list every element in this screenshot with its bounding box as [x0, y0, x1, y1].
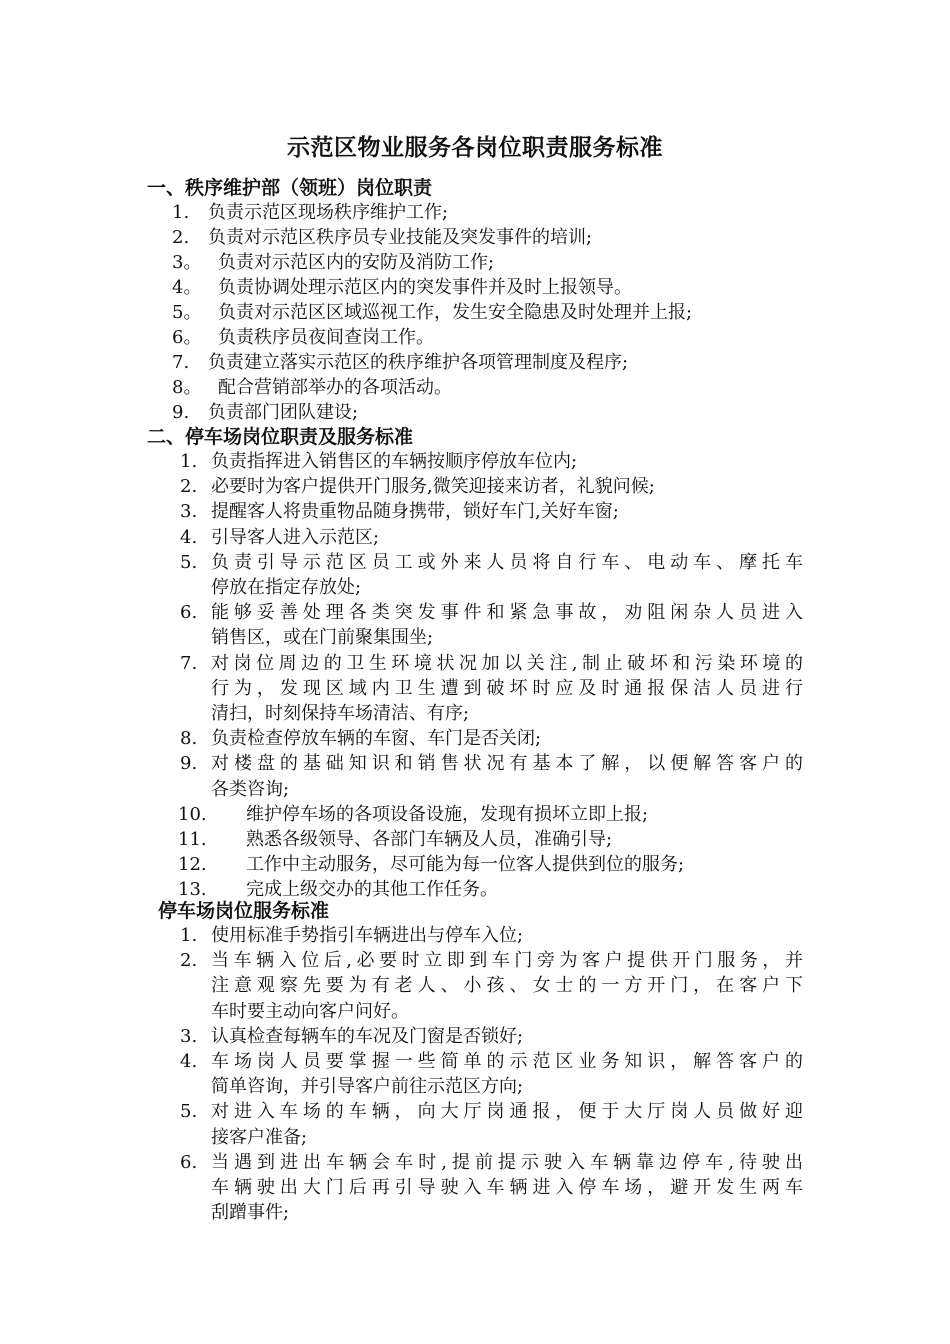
item-number: 7.	[172, 352, 190, 373]
list-item	[0, 251, 950, 275]
item-text: 提醒客人将贵重物品随身携带，锁好车门,关好车窗;	[211, 501, 619, 523]
list-item	[0, 752, 950, 776]
list-item	[0, 551, 950, 575]
list-item-continuation	[0, 576, 950, 600]
list-item	[0, 853, 950, 877]
list-item-continuation	[0, 626, 950, 650]
item-number: 2.	[172, 227, 190, 248]
item-text: 负责协调处理示范区内的突发事件并及时上报领导。	[218, 277, 632, 298]
list-item-continuation	[0, 1201, 950, 1225]
list-item	[0, 803, 950, 827]
item-text: 认真检查每辆车的车况及门窗是否锁好;	[211, 1025, 524, 1047]
item-text: 负责引导示范区员工或外来人员将自行车、电动车、摩托车	[211, 551, 803, 573]
list-item	[0, 949, 950, 973]
item-text: 负责建立落实示范区的秩序维护各项管理制度及程序;	[208, 352, 629, 373]
item-text: 使用标准手势指引车辆进出与停车入位;	[211, 925, 524, 946]
item-number: 1.	[180, 925, 198, 946]
item-text: 负责指挥进入销售区的车辆按顺序停放车位内;	[211, 451, 578, 472]
list-item	[0, 1100, 950, 1124]
list-item	[0, 450, 950, 474]
list-item	[0, 401, 950, 425]
item-number: 4。	[172, 277, 202, 298]
item-text: 对岗位周边的卫生环境状况加以关注,制止破坏和污染环境的	[211, 652, 803, 674]
item-text: 刮蹭事件;	[211, 1202, 290, 1224]
list-item	[0, 924, 950, 948]
item-number: 3。	[172, 252, 202, 273]
item-number: 9.	[180, 753, 198, 775]
item-text: 负责部门团队建设;	[208, 402, 359, 423]
item-number: 5。	[172, 302, 202, 323]
list-item-continuation	[0, 974, 950, 998]
list-item-continuation	[0, 1176, 950, 1200]
item-number: 2.	[180, 950, 198, 972]
item-number: 11.	[178, 829, 207, 850]
list-item	[0, 878, 950, 902]
item-text: 当遇到进出车辆会车时,提前提示驶入车辆靠边停车,待驶出	[211, 1151, 803, 1173]
item-number: 5.	[180, 551, 198, 573]
item-text: 工作中主动服务，尽可能为每一位客人提供到位的服务;	[246, 854, 685, 876]
item-text: 能够妥善处理各类突发事件和紧急事故，劝阻闲杂人员进入	[211, 602, 803, 624]
item-text: 行为，发现区域内卫生遭到破坏时应及时通报保洁人员进行	[211, 677, 803, 699]
item-text: 完成上级交办的其他工作任务。	[246, 879, 498, 901]
item-text: 必要时为客户提供开门服务,微笑迎接来访者，礼貌问候;	[211, 476, 655, 498]
list-item	[0, 500, 950, 524]
item-text: 车场岗人员要掌握一些简单的示范区业务知识，解答客户的	[211, 1051, 803, 1072]
item-text: 负责对示范区秩序员专业技能及突发事件的培训;	[208, 227, 593, 248]
section-heading: 一、秩序维护部（领班）岗位职责	[147, 177, 433, 199]
item-text: 对楼盘的基础知识和销售状况有基本了解，以便解答客户的	[211, 753, 803, 775]
section-heading: 停车场岗位服务标准	[158, 900, 330, 922]
item-text: 销售区，或在门前聚集围坐;	[211, 627, 434, 649]
item-number: 4.	[180, 526, 198, 548]
item-text: 清扫，时刻保持车场清洁、有序;	[211, 703, 470, 724]
list-item-continuation	[0, 677, 950, 701]
list-item	[0, 652, 950, 676]
list-item-continuation	[0, 1000, 950, 1024]
item-number: 8.	[180, 728, 198, 750]
item-text: 简单咨询，并引导客户前往示范区方向;	[211, 1076, 524, 1098]
item-number: 1.	[180, 451, 198, 472]
document-title: 示范区物业服务各岗位职责服务标准	[287, 135, 663, 161]
item-number: 9.	[172, 402, 190, 423]
list-item	[0, 351, 950, 375]
list-item	[0, 475, 950, 499]
item-text: 熟悉各级领导、各部门车辆及人员，准确引导;	[246, 829, 613, 850]
list-item	[0, 601, 950, 625]
list-item-continuation	[0, 702, 950, 726]
item-number: 2.	[180, 476, 198, 498]
item-text: 车时要主动向客户问好。	[211, 1000, 409, 1022]
list-item-continuation	[0, 778, 950, 802]
item-number: 3.	[180, 501, 198, 523]
item-text: 引导客人进入示范区;	[211, 526, 380, 548]
item-text: 负责检查停放车辆的车窗、车门是否关闭;	[211, 728, 542, 750]
item-text: 注意观察先要为有老人、小孩、女士的一方开门，在客户下	[211, 975, 803, 997]
item-number: 8。	[172, 377, 202, 398]
item-text: 对进入车场的车辆，向大厅岗通报，便于大厅岗人员做好迎	[211, 1101, 803, 1123]
list-item	[0, 226, 950, 250]
item-text: 停放在指定存放处;	[211, 577, 362, 598]
list-item	[0, 326, 950, 350]
list-item	[0, 301, 950, 325]
item-number: 6。	[172, 327, 202, 348]
item-text: 车辆驶出大门后再引导驶入车辆进入停车场，避开发生两车	[211, 1177, 803, 1198]
item-text: 负责对示范区内的安防及消防工作;	[218, 252, 495, 273]
item-text: 接客户准备;	[211, 1126, 308, 1148]
item-text: 配合营销部举办的各项活动。	[218, 377, 452, 398]
list-item	[0, 526, 950, 550]
item-number: 7.	[180, 652, 198, 674]
list-item	[0, 1151, 950, 1175]
item-text: 维护停车场的各项设备设施，发现有损坏立即上报;	[246, 803, 649, 825]
item-number: 10.	[178, 803, 207, 825]
list-item	[0, 376, 950, 400]
item-number: 3.	[180, 1025, 198, 1047]
item-number: 4.	[180, 1051, 198, 1072]
list-item	[0, 276, 950, 300]
item-number: 6.	[180, 602, 198, 624]
list-item	[0, 1025, 950, 1049]
item-text: 负责对示范区区域巡视工作，发生安全隐患及时处理并上报;	[218, 302, 693, 323]
item-number: 1.	[172, 202, 190, 223]
item-text: 当车辆入位后,必要时立即到车门旁为客户提供开门服务，并	[211, 950, 803, 972]
list-item	[0, 201, 950, 225]
list-item	[0, 1050, 950, 1074]
item-text: 负责秩序员夜间查岗工作。	[218, 327, 434, 348]
item-number: 6.	[180, 1151, 198, 1173]
item-number: 5.	[180, 1101, 198, 1123]
list-item	[0, 727, 950, 751]
section-heading: 二、停车场岗位职责及服务标准	[147, 426, 414, 448]
item-number: 13.	[178, 879, 207, 901]
item-text: 负责示范区现场秩序维护工作;	[208, 202, 449, 223]
list-item-continuation	[0, 1126, 950, 1150]
list-item	[0, 828, 950, 852]
list-item-continuation	[0, 1075, 950, 1099]
item-text: 各类咨询;	[211, 778, 290, 800]
item-number: 12.	[178, 854, 207, 876]
